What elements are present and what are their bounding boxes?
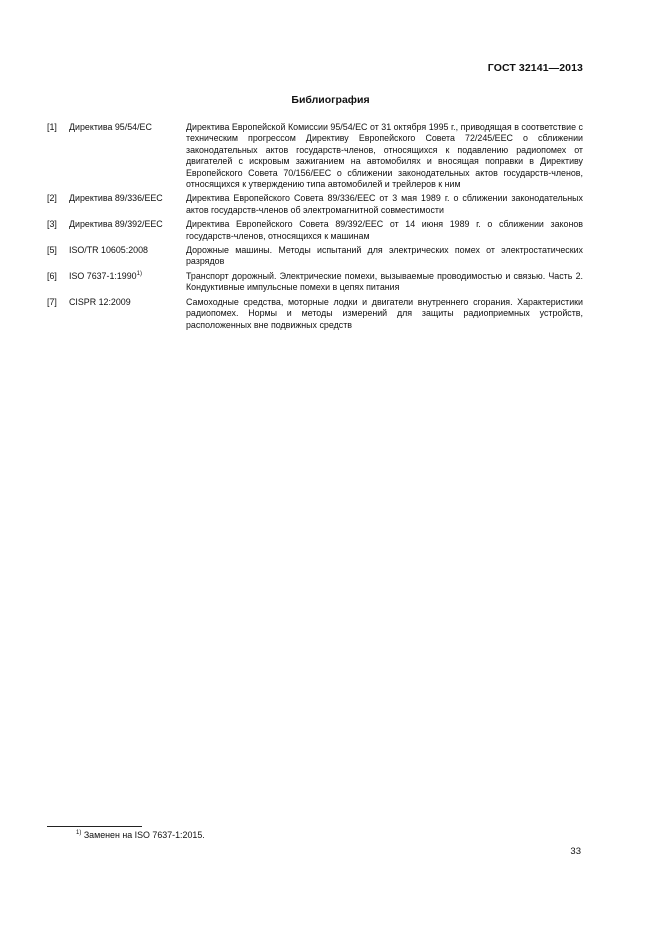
section-title: Библиография <box>291 94 370 106</box>
entry-reference-text: Директива 89/392/ЕЕС <box>69 219 163 230</box>
entry-number: [3] <box>47 219 57 230</box>
entry-reference-text: ISO 7637-1:1990 <box>69 270 137 281</box>
entry-description: Транспорт дорожный. Электрические помехи, вызываемые проводимостью и связью. Часть 2. Кондуктивные импульсные помехи в цепях питания <box>186 270 583 293</box>
bibliography-entry <box>47 193 583 216</box>
bibliography-entry <box>47 219 583 242</box>
entry-description: Самоходные средства, моторные лодки и двигатели внутреннего сгорания. Характеристики радиопомех. Нормы и методы измерений для защиты радиоприемных устройств, расположенных вне подвижных средств <box>186 296 583 330</box>
entry-reference <box>69 193 186 216</box>
entry-number: [1] <box>47 122 57 132</box>
footnote-mark: 1) <box>76 830 82 837</box>
entry-number: [6] <box>47 270 57 281</box>
entry-reference <box>69 219 186 242</box>
bibliography-entry <box>47 245 583 268</box>
entry-description: Директива Европейского Совета 89/336/ЕЕС от 3 мая 1989 г. о сближении законодательных актов государств-членов об электромагнитной совместимости <box>186 193 583 215</box>
entry-reference <box>69 297 186 331</box>
entry-description: Директива Европейского Совета 89/392/ЕЕС от 14 июня 1989 г. о сближении законов государств-членов, относящихся к машинам <box>186 219 583 241</box>
footnote-marker: 1) <box>136 270 142 277</box>
entry-description: Директива Европейской Комиссии 95/54/ЕС от 31 октября 1995 г., приводящая в соответствие с техническим прогрессом Директиву Европейского Совета 72/245/ЕЕС о сближении законодательных актов государств-членов, относящихся к подавлению радиопомех от двигателей с искровым зажиганием на автомобилях и вносящая поправки в Директиву Европейского Совета 70/156/ЕЕС о сближении законодательных актов государств-членов, относящихся к утверждению типа автомобилей и трейлеров к ним <box>186 122 583 190</box>
entry-reference-text: ISO/TR 10605:2008 <box>69 245 148 256</box>
entry-reference-text: CISPR 12:2009 <box>69 296 131 307</box>
bibliography-entry <box>47 271 583 294</box>
bibliography-entry <box>47 297 583 331</box>
entry-description: Дорожные машины. Методы испытаний для электрических помех от электростатических разрядов <box>186 245 583 267</box>
entry-number: [2] <box>47 193 57 204</box>
entry-reference <box>69 245 186 268</box>
bibliography-entry <box>47 122 583 190</box>
bibliography-list <box>47 122 583 334</box>
entry-reference <box>69 122 186 190</box>
footnote-divider <box>47 826 142 827</box>
entry-reference-text: Директива 95/54/ЕС <box>69 122 152 132</box>
page-number: 33 <box>570 846 581 857</box>
document-code: ГОСТ 32141—2013 <box>487 62 583 74</box>
footnote <box>76 830 205 840</box>
entry-number: [5] <box>47 245 57 256</box>
entry-reference <box>69 271 186 294</box>
entry-number: [7] <box>47 296 57 307</box>
entry-reference-text: Директива 89/336/ЕЕС <box>69 193 163 204</box>
footnote-text: Заменен на ISO 7637-1:2015. <box>83 830 205 840</box>
